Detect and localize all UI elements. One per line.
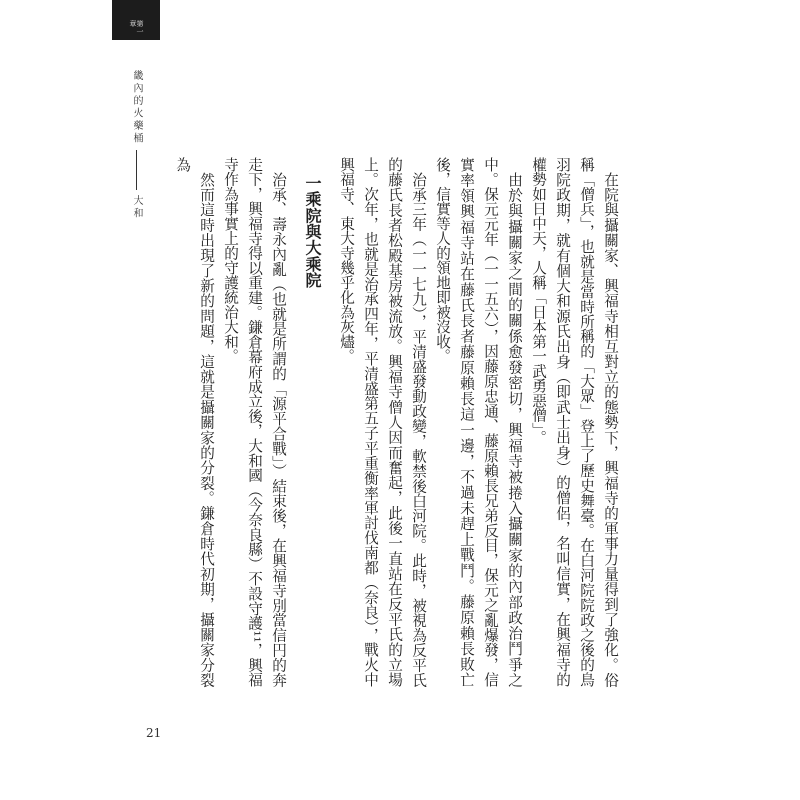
paragraph: 在院與攝關家、興福寺相互對立的態勢下，興福寺的軍事力量得到了強化。俗稱「僧兵」，也就是當時所稱的「大眾」登上了歷史舞臺。在白河院院政之後的鳥羽院政期，就有個大和源氏出身（即武士出身）的僧侶，名叫信實，在興福寺的權勢如日中天，人稱「日本第一武勇惡僧」。 bbox=[530, 157, 619, 687]
paragraph: 由於與攝關家之間的關係愈發密切，興福寺被捲入攝關家的內部政治鬥爭之中。保元元年（一一五六），因藤原忠通、藤原賴長兄弟反目，保元之亂爆發，信實率領興福寺站在藤氏長者藤原賴長這一邊，不過未趕上戰鬥。藤原賴長敗亡後，信實等人的領地即被沒收。 bbox=[434, 157, 523, 687]
paragraph: 然而這時出現了新的問題，這就是攝關家的分裂。鎌倉時代初期，攝關家分裂為 bbox=[174, 157, 215, 687]
paragraph: 治承三年（一一七九），平清盛發動政變，軟禁後白河院。此時，被視為反平氏的藤氏長者松殿基房被流放。興福寺僧人因而奮起，此後一直站在反平氏的立場上。次年，也就是治承四年，平清盛第五子平重衡率軍討伐南都（奈良），戰火中興福寺、東大寺幾乎化為灰燼。 bbox=[338, 157, 427, 687]
running-head-rule bbox=[136, 150, 137, 190]
running-head-title: 畿內的火藥桶 bbox=[131, 70, 142, 145]
chapter-tab bbox=[112, 0, 160, 40]
main-text bbox=[174, 157, 622, 687]
running-head-region: 大和 bbox=[131, 195, 142, 220]
chapter-label: 第一章 bbox=[129, 20, 144, 36]
page-number: 21 bbox=[146, 726, 162, 740]
section-heading: 一乘院與大乘院 bbox=[303, 175, 322, 289]
running-head bbox=[126, 70, 146, 220]
paragraph: 治承、壽永內亂（也就是所謂的「源平合戰」）結束後，在興福寺別當信円的奔走下，興福寺得以重建。鎌倉幕府成立後，大和國（今奈良縣）不設守護¹¹，興福寺作為事實上的守護統治大和。 bbox=[222, 157, 287, 687]
